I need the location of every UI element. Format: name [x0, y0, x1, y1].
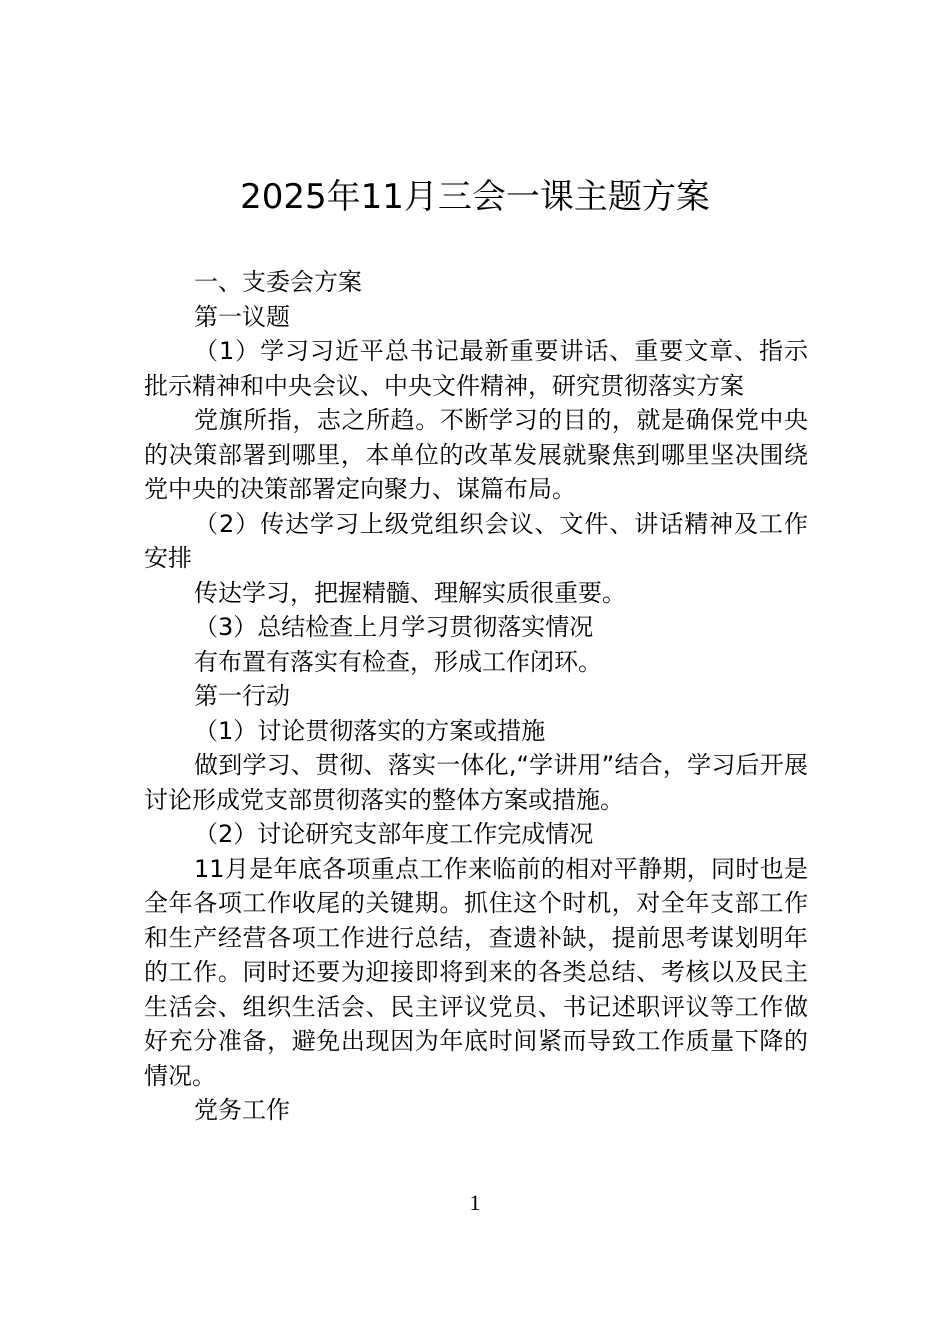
list-item-summarize-last-month: （3）总结检查上月学习贯彻落实情况	[194, 613, 594, 641]
list-item-annual-work: （2）讨论研究支部年度工作完成情况	[194, 820, 594, 848]
list-item-convey-superior: （2）传达学习上级党组织会议、文件、讲话精神及工作安排	[144, 509, 808, 572]
paragraph-convey-essence: 传达学习，把握精髓、理解实质很重要。	[194, 578, 626, 607]
subheading-first-topic: 第一议题	[194, 302, 290, 331]
section-heading-branch-committee: 一、支委会方案	[194, 268, 362, 296]
paragraph-study-purpose: 党旗所指，志之所趋。不断学习的目的，就是确保党中央的决策部署到哪里，本单位的改革发展就聚焦到哪里坚决围绕党中央的决策部署定向聚力、谋篇布局。	[144, 406, 808, 503]
document-body	[144, 265, 808, 1128]
paragraph-november-period: 11月是年底各项重点工作来临前的相对平静期，同时也是全年各项工作收尾的关键期。抓住这个时机，对全年支部工作和生产经营各项工作进行总结，查遗补缺，提前思考谋划明年的工作。同时还要为迎接即将到来的各类总结、考核以及民主生活会、组织生活会、民主评议党员、书记述职评议等工作做好充分准备，避免出现因为年底时间紧而导致工作质量下降的情况。	[144, 854, 808, 1090]
subheading-first-action: 第一行动	[194, 682, 290, 710]
list-item-discuss-plan: （1）讨论贯彻落实的方案或措施	[194, 716, 546, 745]
paragraph-integration: 做到学习、贯彻、落实一体化,“学讲用”结合，学习后开展讨论形成党支部贯彻落实的整体方案或措施。	[144, 751, 808, 814]
document-title: 2025年11月三会一课主题方案	[240, 177, 710, 217]
paragraph-closed-loop: 有布置有落实有检查，形成工作闭环。	[194, 647, 602, 676]
subheading-party-affairs: 党务工作	[194, 1096, 290, 1124]
list-item-study-speeches: （1）学习习近平总书记最新重要讲话、重要文章、指示批示精神和中央会议、中央文件精神，研究贯彻落实方案	[144, 337, 808, 400]
page-number: 1	[469, 1190, 481, 1215]
